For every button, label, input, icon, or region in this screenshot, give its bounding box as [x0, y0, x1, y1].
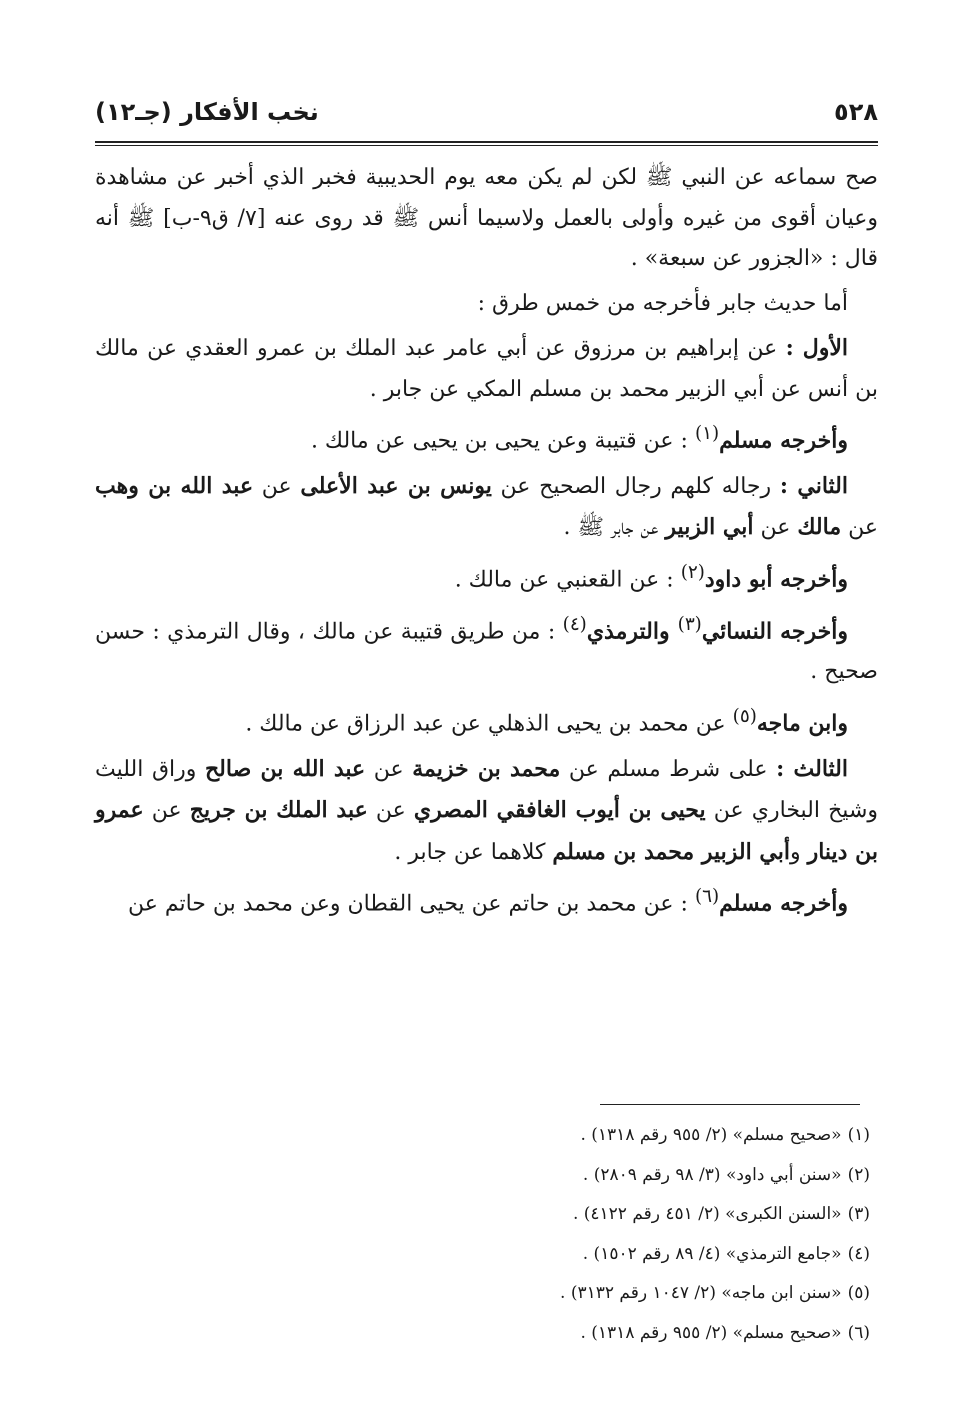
narrator-name: يحيى بن أيوب الغافقي المصري — [413, 797, 706, 824]
text-span: عن — [143, 798, 190, 824]
section-label-third: الثالث : — [776, 755, 848, 782]
text-span: عن — [841, 515, 878, 541]
footnote-ref-5[interactable]: (٥) — [732, 705, 757, 727]
footnote-1 — [95, 1116, 870, 1156]
footnote-number: (٢) — [847, 1164, 870, 1185]
paragraph-6 — [95, 553, 878, 601]
footnote-text: «جامع الترمذي» (٤/ ٨٩ رقم ١٥٠٢) . — [582, 1243, 842, 1264]
section-label-first: الأول : — [785, 335, 848, 361]
paragraph-8 — [95, 697, 878, 745]
paragraph-4 — [95, 414, 878, 462]
main-text — [95, 158, 878, 929]
footnote-number: (٤) — [847, 1243, 870, 1264]
paragraph-7-text: : من طريق قتيبة عن مالك ، وقال الترمذي : حسن صحيح . — [95, 618, 878, 685]
footnote-text: «سنن ابن ماجه» (٢/ ١٠٤٧ رقم ٣١٣٢) . — [560, 1283, 842, 1303]
footnote-number: (١) — [847, 1125, 870, 1145]
header-rule-thin — [95, 145, 878, 146]
footnote-5 — [95, 1274, 870, 1314]
narrator-name: مالك — [797, 514, 842, 541]
paragraph-1: صح سماعه عن النبي ﷺ لكن لم يكن معه يوم الحديبية فخبر الذي أخبر عن مشاهدة وعيان أقوى من غيره وأولى بالعمل ولاسيما أنس ﷺ قد روى عنه [٧/ ق٩-ب] ﷺ أنه قال : «الجزور عن سبعة» . — [95, 165, 879, 271]
paragraph-10 — [95, 877, 878, 925]
header-rule — [95, 141, 878, 143]
narrator-name: عبد الله بن وهب — [95, 472, 254, 499]
text-span: عن — [365, 756, 413, 782]
text-span: كلاهما عن جابر . — [394, 839, 553, 865]
page-number: ٥٢٨ — [834, 98, 878, 126]
book-title: نخب الأفكار (جـ١٢) — [95, 98, 319, 126]
text-span: عن جابر ﷺ . — [563, 515, 666, 541]
footnote-text: «صحيح مسلم» (٢/ ٩٥٥ رقم ١٣١٨) . — [580, 1125, 842, 1145]
section-label-second: الثاني : — [779, 472, 848, 499]
narrator-name: أبي الزبير محمد بن مسلم — [552, 838, 790, 865]
source-abudawud-label: وأخرجه أبو داود — [704, 566, 848, 593]
footnote-6 — [95, 1314, 870, 1354]
paragraph-3 — [95, 328, 878, 410]
footnote-text: «سنن أبي داود» (٣/ ٩٨ رقم ٢٨٠٩) . — [582, 1164, 842, 1185]
footnote-ref-1[interactable]: (١) — [694, 423, 720, 444]
paragraph-10-text: : عن محمد بن حاتم عن يحيى القطان وعن محمد بن حاتم عن — [127, 891, 695, 917]
footnote-number: (٦) — [847, 1322, 870, 1343]
footnote-4 — [95, 1235, 870, 1275]
paragraph-7 — [95, 605, 878, 693]
footnote-ref-4[interactable]: (٤) — [562, 613, 587, 635]
narrator-name: عبد الله بن صالح — [204, 755, 366, 782]
paragraph-9 — [95, 749, 878, 874]
footnote-3 — [95, 1195, 870, 1235]
narrator-name: عمرو بن دينار — [95, 797, 878, 865]
footnote-ref-2[interactable]: (٢) — [680, 561, 705, 583]
paragraph-4-text: : عن قتيبة وعن يحيى بن يحيى عن مالك . — [310, 428, 695, 454]
text-span: عن — [253, 473, 301, 499]
text-span: عن — [753, 515, 798, 541]
narrator-name: أبي الزبير — [665, 514, 754, 541]
text-span: على شرط مسلم عن — [560, 756, 777, 782]
footnote-ref-3[interactable]: (٣) — [677, 613, 702, 635]
source-nasai-label: وأخرجه النسائي — [701, 617, 848, 644]
source-muslim-label-2: وأخرجه مسلم — [719, 890, 848, 917]
source-tirmidhi-label: والترمذي — [586, 617, 678, 644]
footnote-2 — [95, 1156, 870, 1196]
page-header — [95, 98, 878, 138]
text-span: وراق الليث وشيخ البخاري عن — [95, 756, 878, 824]
narrator-name: يونس بن عبد الأعلى — [300, 472, 492, 499]
paragraph-2: أما حديث جابر فأخرجه من خمس طرق : — [477, 290, 848, 316]
text-span: عن — [367, 798, 414, 824]
narrator-name: عبد الملك بن جريج — [189, 797, 368, 824]
text-span: و — [789, 839, 808, 865]
footnote-number: (٥) — [847, 1283, 870, 1303]
paragraph-5 — [95, 466, 878, 549]
footnote-separator — [600, 1104, 860, 1105]
footnotes — [95, 1116, 870, 1353]
footnote-text: «السنن الكبرى» (٢/ ٤٥١ رقم ٤١٢٢) . — [572, 1204, 842, 1224]
text-span: رجاله كلهم رجال الصحيح عن — [491, 473, 780, 499]
footnote-number: (٣) — [847, 1204, 870, 1224]
source-muslim-label: وأخرجه مسلم — [719, 427, 848, 454]
source-ibnmajah-label: وابن ماجه — [756, 710, 848, 737]
footnote-ref-6[interactable]: (٦) — [694, 886, 720, 908]
paragraph-8-text: عن محمد بن يحيى الذهلي عن عبد الرزاق عن مالك . — [245, 711, 733, 737]
paragraph-3-text: عن إبراهيم بن مرزوق عن أبي عامر عبد الملك بن عمرو العقدي عن مالك بن أنس عن أبي الزبير محمد بن مسلم المكي عن جابر . — [95, 336, 878, 402]
footnote-text: «صحيح مسلم» (٢/ ٩٥٥ رقم ١٣١٨) . — [580, 1322, 842, 1343]
narrator-name: محمد بن خزيمة — [412, 755, 561, 782]
paragraph-6-text: : عن القعنبي عن مالك . — [454, 567, 681, 593]
